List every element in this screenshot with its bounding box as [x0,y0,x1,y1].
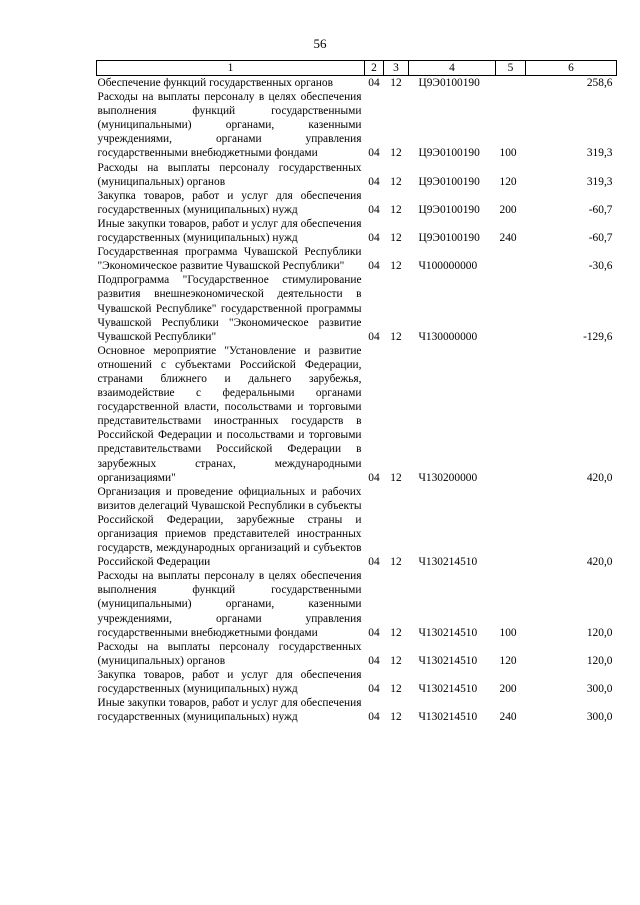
col-header-5: 5 [496,61,526,76]
row-target-code: Ц9Э0100190 [418,175,480,188]
row-subsection: 12 [390,556,402,569]
table-row [97,245,617,273]
row-target-code: Ц9Э0100190 [418,147,480,160]
row-amount: -129,6 [583,330,613,343]
row-subsection: 12 [390,260,402,273]
row-section: 04 [368,203,380,216]
row-target-code: Ч100000000 [418,260,478,273]
row-name: Закупка товаров, работ и услуг для обеспечения государственных (муниципальных) нужд [97,668,362,696]
row-name: Расходы на выплаты персоналу в целях обеспечения выполнения функций государственными (муниципальными) органами, казенными учреждениями, органами управления государственными внебюджетными фондами [97,91,362,160]
row-expense-type: 100 [499,147,517,160]
row-target-code: Ч130214510 [418,683,478,696]
row-target-code: Ч130200000 [418,471,478,484]
row-name: Закупка товаров, работ и услуг для обеспечения государственных (муниципальных) нужд [97,189,362,216]
row-amount: 300,0 [586,711,613,724]
table-row [97,161,617,189]
row-section: 04 [368,683,380,696]
row-amount: 258,6 [586,77,613,89]
row-target-code: Ч130214510 [418,654,478,667]
row-target-code: Ц9Э0100190 [418,77,480,89]
row-name: Государственная программа Чувашской Республики "Экономическое развитие Чувашской Республики" [97,246,362,273]
row-section: 04 [368,556,380,569]
col-header-3: 3 [384,61,409,76]
row-target-code: Ч130214510 [418,556,478,569]
row-subsection: 12 [390,626,402,639]
table-body [97,76,617,725]
row-name: Иные закупки товаров, работ и услуг для обеспечения государственных (муниципальных) нужд [97,217,362,245]
row-subsection: 12 [390,203,402,216]
col-header-6: 6 [526,61,617,76]
table-row [97,569,617,639]
table-row [97,189,617,217]
row-target-code: Ц9Э0100190 [418,203,480,216]
table-row [97,696,617,724]
row-subsection: 12 [390,77,402,89]
row-expense-type [496,273,526,343]
row-amount: 319,3 [586,147,613,160]
row-name: Подпрограмма "Государственное стимулирование развития внешнеэкономической деятельности в Чувашской Республике" государственной программы Чувашской Республики "Экономическое развитие Чувашской Республики" [97,274,362,343]
row-section: 04 [368,711,380,724]
table-row [97,344,617,485]
row-name: Расходы на выплаты персоналу в целях обеспечения выполнения функций государственными (муниципальными) органами, казенными учреждениями, органами управления государственными внебюджетными фондами [97,570,362,639]
row-amount: -30,6 [588,260,613,273]
row-expense-type: 100 [499,626,517,639]
row-expense-type: 200 [499,203,517,216]
table-row [97,273,617,343]
row-section: 04 [368,175,380,188]
row-amount: -60,7 [588,232,613,245]
row-target-code: Ч130214510 [418,711,478,724]
row-section: 04 [368,77,380,89]
row-name: Расходы на выплаты персоналу государственных (муниципальных) органов [97,640,362,667]
row-subsection: 12 [390,471,402,484]
row-amount: 420,0 [586,556,613,569]
col-header-1: 1 [97,61,365,76]
row-section: 04 [368,232,380,245]
row-name: Расходы на выплаты персоналу государственных (муниципальных) органов [97,161,362,188]
row-section: 04 [368,330,380,343]
row-amount: 319,3 [586,175,613,188]
row-expense-type [496,76,526,91]
row-target-code: Ц9Э0100190 [418,232,480,245]
row-amount: 420,0 [586,471,613,484]
row-target-code: Ч130214510 [418,626,478,639]
row-section: 04 [368,654,380,667]
row-subsection: 12 [390,711,402,724]
row-expense-type: 120 [499,175,517,188]
table-row [97,90,617,160]
row-amount: 120,0 [586,654,613,667]
budget-table [96,60,617,724]
row-expense-type [496,344,526,485]
row-section: 04 [368,147,380,160]
row-amount: -60,7 [588,203,613,216]
row-expense-type: 240 [499,711,517,724]
row-name: Основное мероприятие "Установление и развитие отношений с субъектами Российской Федерации, странами ближнего и дальнего зарубежья, взаимодействие с федеральными органами государственной власти, посольствами и торговыми представительствами иностранных государств в Российской Федерации и посольствами и торговыми представительствами Российской Федерации в зарубежных странах, международными организациями" [97,344,362,484]
row-subsection: 12 [390,147,402,160]
col-header-2: 2 [365,61,384,76]
table-row [97,217,617,245]
row-name: Организация и проведение официальных и рабочих визитов делегаций Чувашской Республики в субъекты Российской Федерации, зарубежные страны и организация приемов представителей иностранных государств, международных организаций и субъектов Российской Федерации [97,485,362,569]
row-amount: 300,0 [586,683,613,696]
row-amount: 120,0 [586,626,613,639]
row-subsection: 12 [390,654,402,667]
table-row [97,76,617,91]
row-expense-type: 240 [499,232,517,245]
row-name: Иные закупки товаров, работ и услуг для обеспечения государственных (муниципальных) нужд [97,697,362,724]
page-number: 56 [313,36,327,51]
row-subsection: 12 [390,232,402,245]
row-name: Обеспечение функций государственных органов [97,77,333,89]
row-subsection: 12 [390,330,402,343]
row-subsection: 12 [390,683,402,696]
row-expense-type [496,245,526,273]
table-row [97,640,617,668]
row-target-code: Ч130000000 [418,330,478,343]
table-row [97,668,617,696]
row-expense-type [496,485,526,570]
table-row [97,485,617,570]
header-row [97,61,617,76]
row-section: 04 [368,471,380,484]
row-section: 04 [368,626,380,639]
row-expense-type: 200 [499,683,517,696]
row-subsection: 12 [390,175,402,188]
row-expense-type: 120 [499,654,517,667]
row-section: 04 [368,260,380,273]
col-header-4: 4 [409,61,496,76]
